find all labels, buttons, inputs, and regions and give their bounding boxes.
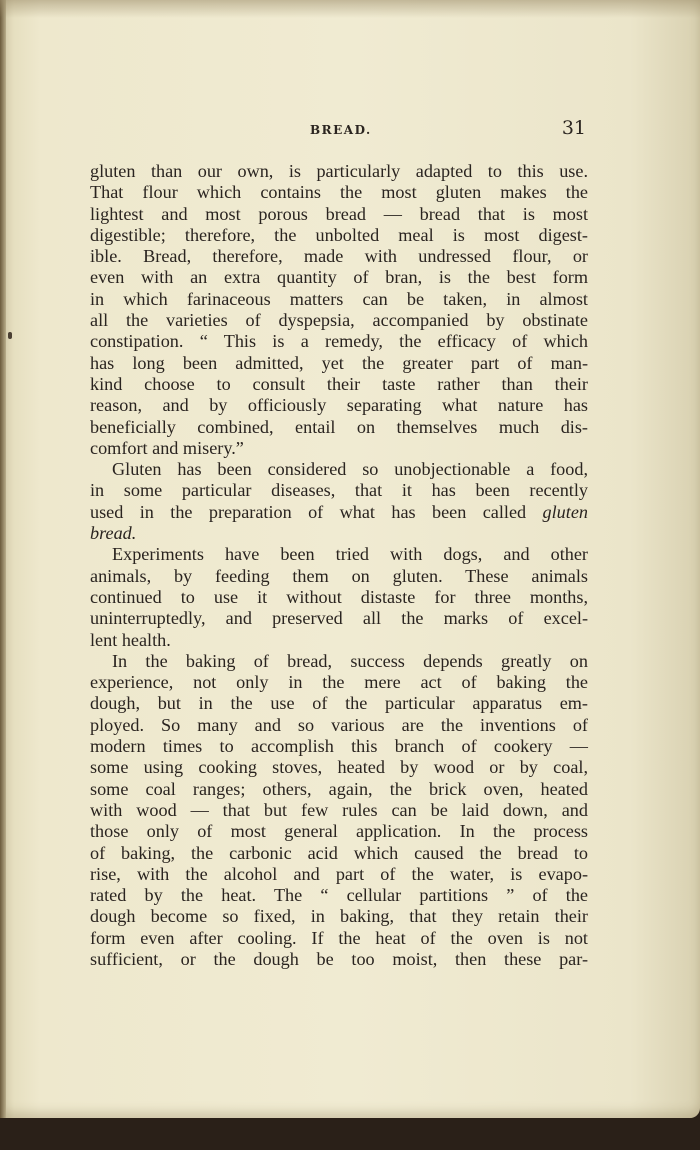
text-line (90, 161, 588, 182)
text-line (90, 225, 588, 246)
line-text: rated by the heat. The “ cellular partitions ” of the (90, 885, 588, 906)
text-line (90, 821, 588, 842)
text-line (90, 608, 588, 629)
line-text: kind choose to consult their taste rather than their (90, 373, 588, 394)
text-line (90, 353, 588, 374)
italic-term: bread. (90, 523, 137, 544)
line-text: lightest and most porous bread — bread that is most (90, 203, 588, 224)
text-line (90, 715, 588, 736)
line-text: continued to use it without distaste for three months, (90, 586, 588, 607)
page-gutter (0, 0, 6, 1118)
line-text: Gluten has been considered so unobjectionable a food, (112, 459, 588, 480)
line-text: reason, and by officiously separating what nature has (90, 395, 588, 416)
text-line (90, 779, 588, 800)
text-line (90, 885, 588, 906)
page-number: 31 (561, 117, 586, 139)
margin-ink-mark (8, 332, 12, 339)
text-line (90, 246, 588, 267)
line-text: sufficient, or the dough be too moist, then these par- (90, 948, 588, 969)
text-line (90, 757, 588, 778)
text-line (90, 502, 588, 523)
line-text: ployed. So many and so various are the inventions of (90, 714, 588, 735)
line-text: form even after cooling. If the heat of the oven is not (90, 927, 588, 948)
text-line (90, 182, 588, 203)
running-head (90, 117, 588, 145)
italic-term: gluten (542, 501, 588, 522)
page-top-edge (0, 0, 700, 18)
text-line (90, 800, 588, 821)
text-line (90, 693, 588, 714)
text-line (90, 331, 588, 352)
text-line (90, 587, 588, 608)
line-text: digestible; therefore, the unbolted meal is most digest- (90, 224, 588, 245)
line-text: animals, by feeding them on gluten. These animals (90, 565, 588, 586)
text-line (90, 459, 588, 480)
line-text: modern times to accomplish this branch of cookery — (90, 736, 588, 757)
line-text: experience, not only in the mere act of baking the (90, 672, 588, 693)
line-text: even with an extra quantity of bran, is the best form (90, 267, 588, 288)
text-line (90, 310, 588, 331)
text-line (90, 672, 588, 693)
line-text: some using cooking stoves, heated by wood or by coal, (90, 757, 588, 778)
line-text: uninterruptedly, and preserved all the marks of excel- (90, 608, 588, 629)
line-text: of baking, the carbonic acid which caused the bread to (90, 842, 588, 863)
text-line (90, 204, 588, 225)
line-text: That flour which contains the most gluten makes the (90, 182, 588, 203)
line-text: ible. Bread, therefore, made with undressed flour, or (90, 246, 588, 267)
text-line (90, 544, 588, 565)
text-line (90, 630, 588, 651)
line-text: lent health. (90, 629, 171, 650)
text-line (90, 438, 588, 459)
running-title: BREAD. (310, 123, 372, 137)
line-text: in some particular diseases, that it has been recently (90, 480, 588, 501)
text-line (90, 906, 588, 927)
line-text: has long been admitted, yet the greater part of man- (90, 352, 588, 373)
text-line (90, 289, 588, 310)
line-text: some coal ranges; others, again, the brick oven, heated (90, 778, 588, 799)
line-text: Experiments have been tried with dogs, and other (112, 544, 588, 565)
text-line (90, 651, 588, 672)
line-text: all the varieties of dyspepsia, accompanied by obstinate (90, 310, 588, 331)
line-text: those only of most general application. In the process (90, 821, 588, 842)
line-text: dough, but in the use of the particular apparatus em- (90, 693, 588, 714)
text-line (90, 267, 588, 288)
text-line (90, 864, 588, 885)
line-text: used in the preparation of what has been called (90, 501, 543, 522)
text-line (90, 374, 588, 395)
text-line (90, 843, 588, 864)
body-text (90, 161, 588, 970)
line-text: gluten than our own, is particularly adapted to this use. (90, 161, 588, 181)
text-line (90, 736, 588, 757)
text-line (90, 928, 588, 949)
line-text: rise, with the alcohol and part of the water, is evapo- (90, 863, 588, 884)
text-line (90, 949, 588, 970)
line-text: beneficially combined, entail on themselves much dis- (90, 416, 588, 437)
line-text: comfort and misery.” (90, 437, 244, 458)
text-line (90, 417, 588, 438)
text-line (90, 395, 588, 416)
line-text: dough become so fixed, in baking, that they retain their (90, 906, 588, 927)
text-line (90, 523, 588, 544)
line-text: with wood — that but few rules can be laid down, and (90, 799, 588, 820)
text-line (90, 566, 588, 587)
line-text: In the baking of bread, success depends greatly on (112, 650, 588, 671)
text-line (90, 480, 588, 501)
line-text: constipation. “ This is a remedy, the efficacy of which (90, 331, 588, 352)
line-text: in which farinaceous matters can be taken, in almost (90, 288, 588, 309)
